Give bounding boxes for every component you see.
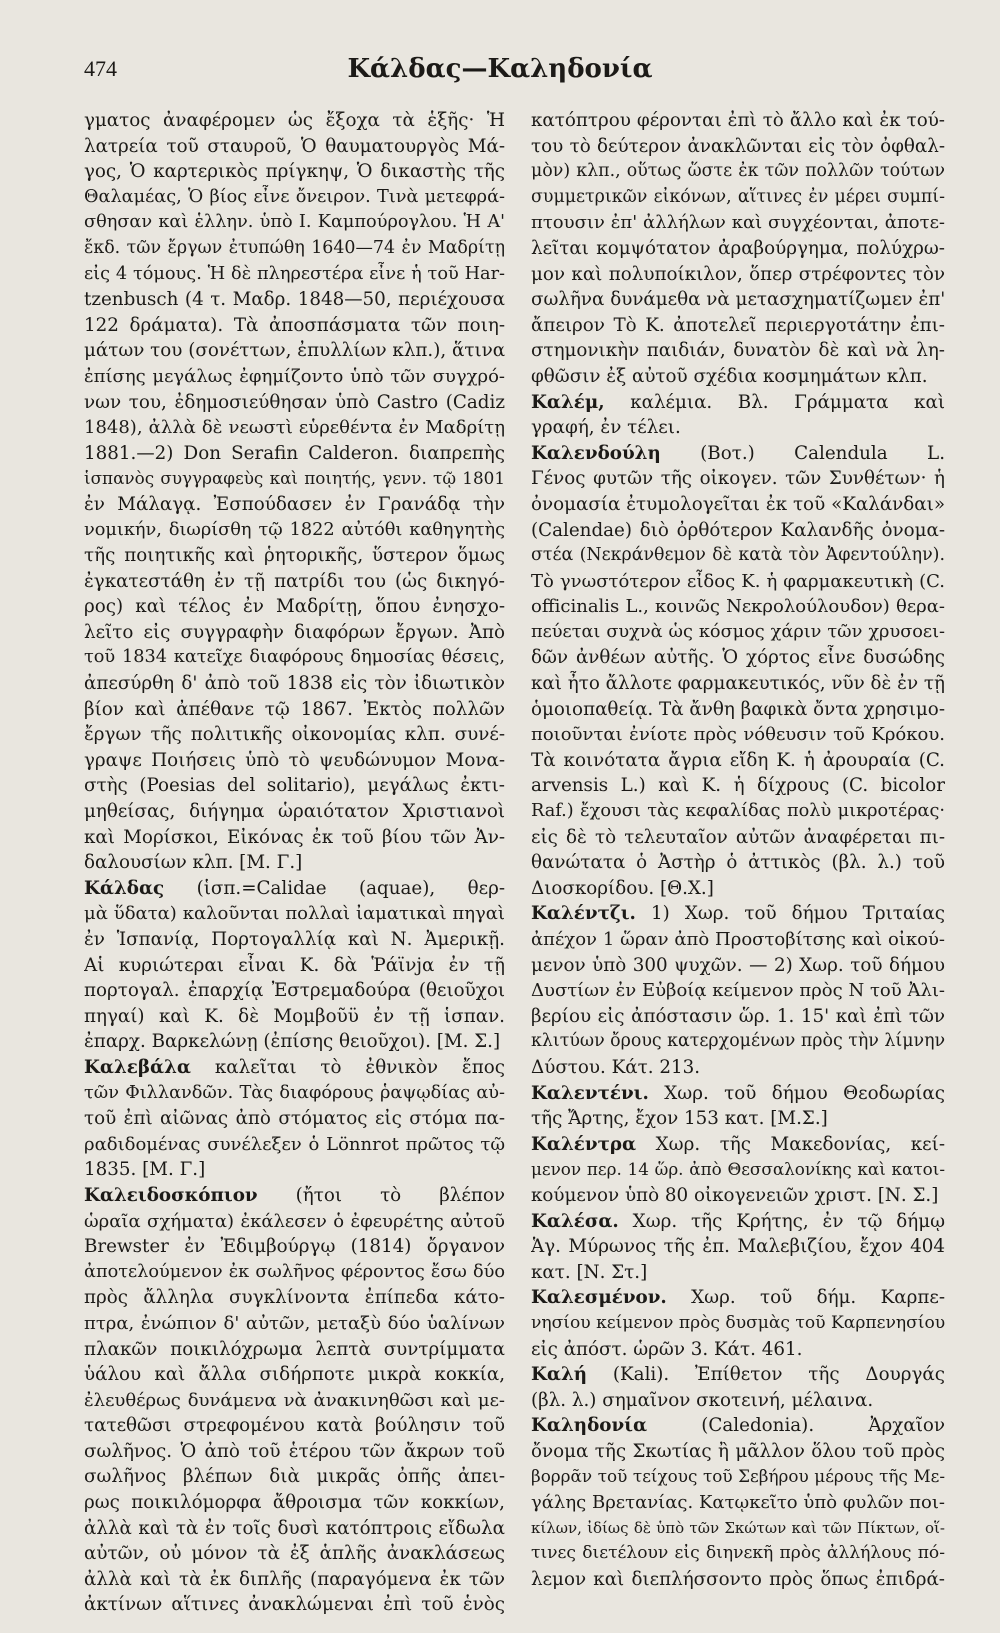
text-line: πτουσιν ἐπ' ἀλλήλων καὶ συγχέονται, ἀποτε- [531,212,945,234]
entry-headword: Καλή [531,1364,588,1386]
text-line: πρὸς ἄλληλα συγκλίνοντα ἐπίπεδα κάτο- [84,1287,505,1309]
text-line: θανώτατα ὁ Ἀστὴρ ὁ ἀττικὸς (βλ. λ.) τοῦ [531,852,945,874]
entry-headword: Καλέμ, [531,391,605,413]
text-line: σωλῆνος. Ὁ ἀπὸ τοῦ ἑτέρου τῶν ἄκρων τοῦ [84,1440,505,1462]
text-line: ἄπειρον Τὸ Κ. ἀποτελεῖ περιεργοτάτην ἐπι- [531,314,945,336]
text-line: 1881.—2) Don Serafin Calderon. διαπρεπὴς [84,442,505,464]
text-line: ὡραῖα σχήματα) ἐκάλεσεν ὁ ἐφευρέτης αὐτοῦ [84,1210,505,1232]
text-line: τῆς Ἄρτης, ἔχον 153 κατ. [Μ.Σ.] [531,1108,828,1130]
text-line: εἰς ἀπόστ. ὡρῶν 3. Κάτ. 461. [531,1338,803,1360]
text-line: τατεθῶσι στρεφομένου κατὰ βούλησιν τοῦ [84,1415,505,1437]
text-line: τοῦ 1834 κατεῖχε διαφόρους δημοσίας θέσεις, [84,647,505,668]
text-line: τῶν Φιλλανδῶν. Τὰς διαφόρους ῥαψῳδίας αὐ- [84,1082,505,1103]
text-line: Καληδονία (Caledonia). Ἀρχαῖον [531,1415,945,1437]
text-line: κατ. [Ν. Στ.] [531,1261,648,1283]
text-line: Καλενδούλη (Βοτ.) Calendula L. [531,442,945,464]
text-line: ἐπίσης μεγάλως ἐφημίζοντο ὑπὸ τῶν συγχρό- [84,365,505,387]
text-line: κούμενον ὑπὸ 80 οἰκογενειῶν χριστ. [Ν. Σ.] [531,1184,939,1206]
text-line: καὶ Μορίσκοι, Εἰκόνας ἐκ τοῦ βίου τῶν Ἀν- [84,826,505,848]
text-line: φθῶσιν ἐξ αὐτοῦ σχέδια κοσμημάτων κλπ. [531,365,928,387]
text-line: πορτογαλ. ἐπαρχίᾳ Ἐστρεμαδούρα (θειοῦχοι [84,980,505,1002]
left-column [84,108,505,1618]
text-line: ὁμοιοπαθείᾳ. Τὰ ἄνθη βαφικὰ ὄντα χρησιμο- [531,698,945,720]
text-line: Καλέμ, καλέμια. Βλ. Γράμματα καὶ [531,391,945,413]
text-line: πεύεται συχνὰ ὡς κόσμος χάριν τῶν χρυσοει- [531,621,945,642]
text-line: ὑάλου καὶ ἄλλα σιδήρποτε μικρὰ κοκκία, [84,1364,505,1386]
text-line: σωλῆνα δυνάμεθα νὰ μετασχηματίζωμεν ἐπ' [531,289,945,311]
text-line: αὐτῶν, οὐ μόνον τὰ ἐξ ἁπλῆς ἀνακλάσεως [84,1543,505,1565]
text-line: δαλουσίων κλπ. [Μ. Γ.] [84,852,303,874]
text-line: ἐλευθέρως δυνάμενα νὰ ἀνακινηθῶσι καὶ με- [84,1389,505,1411]
text-line: ποιοῦνται ἐνίοτε πρὸς νόθευσιν τοῦ Κρόκου. [531,724,945,746]
text-line: ἱσπανὸς συγγραφεὺς καὶ ποιητής, γενν. τῷ 1801 [84,468,505,489]
entry-headword: Κάλδας [84,877,165,899]
text-line: μάτων του (σονέττων, ἐπυλλίων κλπ.), ἅτινα [84,340,505,362]
text-line: 122 δράματα). Τὰ ἀποσπάσματα τῶν ποιη- [84,314,505,336]
text-line: νων του, ἐδημοσιεύθησαν ὑπὸ Castro (Cadiz [84,391,505,413]
text-line: λεῖτο εἰς συγγραφὴν διαφόρων ἔργων. Ἀπὸ [84,621,505,643]
text-line: arvensis L.) καὶ Κ. ἡ δίχρους (C. bicolor [531,775,945,797]
text-line: μενον περ. 14 ὥρ. ἀπὸ Θεσσαλονίκης καὶ κατοι- [531,1159,945,1180]
text-line: στέα (Νεκράνθεμον δὲ κατὰ τὸν Ἀφεντούλην). [531,545,945,566]
text-line: βερίου εἰς ἀπόστασιν ὥρ. 1. 15' καὶ ἐπὶ τῶν [531,1005,945,1027]
entry-headword: Καλεντένι. [531,1082,649,1104]
text-line: Δυστίων ἐν Εὐβοίᾳ κείμενον πρὸς Ν τοῦ Ἀλι- [531,980,945,1002]
text-line: βίον καὶ ἀπέθανε τῷ 1867. Ἐκτὸς πολλῶν [84,698,505,720]
text-line: σωλῆνος βλέπων διὰ μικρᾶς ὀπῆς ἀπει- [84,1466,505,1488]
text-line: Καλή (Kali). Ἐπίθετον τῆς Δουργάς [531,1364,945,1386]
text-line: λεῖται κομψότατον ἀραβούργημα, πολύχρω- [531,237,945,259]
text-line: γάλης Βρετανίας. Κατῳκεῖτο ὑπὸ φυλῶν ποι- [531,1492,945,1514]
text-line: δῶν ἀνθέων αὐτῆς. Ὁ χόρτος εἶνε δυσώδης [531,647,945,669]
text-line: πλακῶν ποικιλόχρωμα λεπτὰ συντρίμματα [84,1338,505,1360]
text-line: Διοσκορίδου. [Θ.Χ.] [531,877,714,899]
text-line: ἐν Ἱσπανίᾳ, Πορτογαλλίᾳ καὶ Ν. Ἀμερικῇ. [84,929,505,950]
text-line: γραφή, ἐν τέλει. [531,417,681,439]
text-line: Raf.) ἔχουσι τὰς κεφαλίδας πολὺ μικροτέρας· [531,801,945,822]
text-line: Θαλαμέας, Ὁ βίος εἶνε ὄνειρον. Τινὰ μετεφρά- [84,186,505,207]
entry-headword: Καληδονία [531,1415,648,1437]
text-line: ὄνομα τῆς Σκωτίας ἢ μᾶλλον ὅλου τοῦ πρὸς [531,1440,945,1462]
text-line: ραδιδομένας συνέλεξεν ὁ Lönnrot πρῶτος τῷ [84,1133,505,1155]
text-line: ἀκτίνων αἵτινες ἀνακλώμεναι ἐπὶ τοῦ ἑνὸς [84,1594,505,1616]
text-line: Καλεντένι. Χωρ. τοῦ δήμου Θεοδωρίας [531,1082,945,1104]
text-line: Καλεβάλα καλεῖται τὸ ἐθνικὸν ἔπος [84,1056,505,1078]
text-line: Καλέσα. Χωρ. τῆς Κρήτης, ἐν τῷ δήμῳ [531,1210,945,1232]
text-line: ἀπέχον 1 ὥραν ἀπὸ Προστοβίτσης καὶ οἰκού- [531,929,945,950]
text-line: Ἁγ. Μύρωνος τῆς ἐπ. Μαλεβιζίου, ἔχον 404 [531,1236,945,1258]
text-line: κλιτύων ὄρους κατερχομένων πρὸς τὴν λίμνην [531,1031,945,1052]
text-line: ρος) καὶ τέλος ἐν Μαδρίτῃ, ὅπου ἐνησχο- [84,596,505,618]
text-line: Τὸ γνωστότερον εἶδος Κ. ἡ φαρμακευτικὴ (C. [531,570,945,592]
text-line: ἐγκατεστάθη ἐν τῇ πατρίδι του (ὡς δικηγό- [84,570,505,592]
entry-headword: Καλενδούλη [531,442,661,464]
text-line: γματος ἀναφέρομεν ὡς ἔξοχα τὰ ἑξῆς· Ἡ [84,110,505,131]
text-line: tzenbusch (4 τ. Μαδρ. 1848—50, περιέχουσα [84,289,505,311]
text-line: στημονικὴν παιδιάν, δυνατὸν δὲ καὶ νὰ λη- [531,340,945,362]
text-line: νησίου κείμενον πρὸς δυσμὰς τοῦ Καρπενησίου [531,1312,945,1333]
right-column [531,108,945,1592]
text-line: πτρα, ἐνώπιον δ' αὐτῶν, μεταξὺ δύο ὑαλίνων [84,1312,505,1334]
text-line: ἀπεσύρθη δ' ἀπὸ τοῦ 1838 εἰς τὸν ἰδιωτικὸν [84,673,505,695]
text-line: 1835. [Μ. Γ.] [84,1159,206,1181]
text-line: ἔργων τῆς πολιτικῆς οἰκονομίας κλπ. συνέ- [84,724,505,746]
text-line: (Calendae) διὸ ὀρθότερον Καλανδῆς ὀνομα- [531,519,945,541]
entry-headword: Καλέντζι. [531,903,636,925]
entry-headword: Καλεσμένον. [531,1287,667,1309]
page-number: 474 [84,56,117,81]
text-line: Κάλδας (ἱσπ.=Calidae (aquae), θερ- [84,877,505,899]
text-line: εἰς δὲ τὸ τελευταῖον αὐτῶν ἀναφέρεται πι- [531,826,945,848]
text-line: Αἱ κυριώτεραι εἶναι Κ. δὰ Ῥάϊνjα ἐν τῇ [84,954,505,976]
text-line: πηγαί) καὶ Κ. δὲ Μομβοῦϋ ἐν τῇ ἱσπαν. [84,1005,505,1027]
text-line: μηθείσας, διήγημα ὡραιότατον Χριστιανοὶ [84,801,505,823]
text-line: Καλέντρα Χωρ. τῆς Μακεδονίας, κεί- [531,1133,945,1155]
text-line: ἀλλὰ καὶ τὰ ἐν τοῖς δυσὶ κατόπτροις εἴδωλα [84,1517,505,1539]
text-line: ἐν Μάλαγᾳ. Ἐσπούδασεν ἐν Γρανάδᾳ τὴν [84,493,505,515]
text-line: κατόπτρου φέρονται ἐπὶ τὸ ἄλλο καὶ ἐκ τού- [531,110,945,131]
text-line: του τὸ δεύτερον ἀνακλῶνται εἰς τὸν ὀφθαλ- [531,135,945,157]
text-line: Brewster ἐν Ἐδιμβούργῳ (1814) ὄργανον [84,1236,505,1258]
text-line: τοῦ ἐπὶ αἰῶνας ἀπὸ στόματος εἰς στόμα πα- [84,1108,505,1130]
text-line: Δύστου. Κάτ. 213. [531,1056,701,1078]
text-line: βορρᾶν τοῦ τείχους τοῦ Σεβήρου μέρους τῆς Με- [531,1466,945,1487]
text-line: Τὰ κοινότατα ἄγρια εἴδη Κ. ἡ ἀρουραία (C. [531,749,945,771]
text-line: Καλειδοσκόπιον (ἤτοι τὸ βλέπον [84,1184,505,1206]
text-line: ἀποτελούμενον ἐκ σωλῆνος φέροντος ἔσω δύο [84,1261,505,1282]
entry-headword: Καλέντρα [531,1133,637,1155]
text-line: Καλεσμένον. Χωρ. τοῦ δήμ. Καρπε- [531,1287,945,1309]
text-line: τῆς ποιητικῆς καὶ ῥητορικῆς, ὕστερον ὅμως [84,545,505,567]
text-line: μενον ὑπὸ 300 ψυχῶν. — 2) Χωρ. τοῦ δήμου [531,954,945,976]
text-line: Καλέντζι. 1) Χωρ. τοῦ δήμου Τριταίας [531,903,945,925]
text-line: στὴς (Poesias del solitario), μεγάλως ἐκτι- [84,775,505,797]
text-line: γραψε Ποιήσεις ὑπὸ τὸ ψευδώνυμον Μονα- [84,749,505,771]
text-line: σθησαν καὶ ἑλλην. ὑπὸ Ι. Καμπούρογλου. Ἡ Α' [84,212,505,233]
text-line: λατρεία τοῦ σταυροῦ, Ὁ θαυματουργὸς Μά- [84,135,505,157]
text-line: 1848), ἀλλὰ δὲ νεωστὶ εὑρεθέντα ἐν Μαδρίτῃ [84,417,505,439]
text-line: γος, Ὁ καρτερικὸς πρίγκηψ, Ὁ δικαστὴς τῆς [84,161,505,183]
text-line: λεμον καὶ διεπλήσσοντο πρὸς ὅπως ἐπιδρά- [531,1568,945,1590]
column-divider [516,118,517,1598]
text-line: ἀλλὰ καὶ τὰ ἐκ διπλῆς (παραγόμενα ἐκ τῶν [84,1568,505,1590]
text-line: μὰ ὕδατα) καλοῦνται πολλαὶ ἰαματικαὶ πηγαὶ [84,903,505,925]
text-line: ρως ποικιλόμορφα ἄθροισμα τῶν κοκκίων, [84,1492,505,1514]
entry-headword: Καλειδοσκόπιον [84,1184,258,1206]
text-line: ὀνομασία ἐτυμολογεῖται ἐκ τοῦ «Καλάνδαι» [531,493,945,515]
text-line: Γένος φυτῶν τῆς οἰκογεν. τῶν Συνθέτων· ἡ [531,468,945,490]
text-line: συμμετρικῶν εἰκόνων, αἵτινες ἐν μέρει συμπί- [531,186,945,207]
running-head: Κάλδας—Καληδονία [347,54,653,84]
text-line: (βλ. λ.) σημαῖνον σκοτεινή, μέλαινα. [531,1389,874,1411]
entry-headword: Καλεβάλα [84,1056,191,1078]
text-line: κίλων, ἰδίως δὲ ὑπὸ τῶν Σκώτων καὶ τῶν Πίκτων, οἵ- [531,1518,945,1537]
text-line: ἔκδ. τῶν ἔργων ἐτυπώθη 1640—74 ἐν Μαδρίτῃ [84,237,505,258]
text-line: νομικήν, διωρίσθη τῷ 1822 αὐτόθι καθηγητὴς [84,519,505,540]
text-line: καὶ ἦτο ἄλλοτε φαρμακευτικός, νῦν δὲ ἐν τῇ [531,673,945,695]
text-line: μὸν) κλπ., οὕτως ὥστε ἐκ τῶν πολλῶν τούτων [531,161,945,182]
text-line: εἰς 4 τόμους. Ἡ δὲ πληρεστέρα εἶνε ἡ τοῦ Har- [84,263,505,284]
text-line: officinalis L., κοινῶς Νεκρολούλουδον) θερα- [531,596,945,618]
text-line: τινες διετέλουν εἰς διηνεκῆ πρὸς ἀλλήλους πό- [531,1543,945,1564]
text-line: μον καὶ πολυποίκιλον, ὅπερ στρέφοντες τὸν [531,263,945,285]
text-line: ἐπαρχ. Βαρκελώνῃ (ἐπίσης θειοῦχοι). [Μ. Σ.] [84,1031,501,1053]
entry-headword: Καλέσα. [531,1210,619,1232]
